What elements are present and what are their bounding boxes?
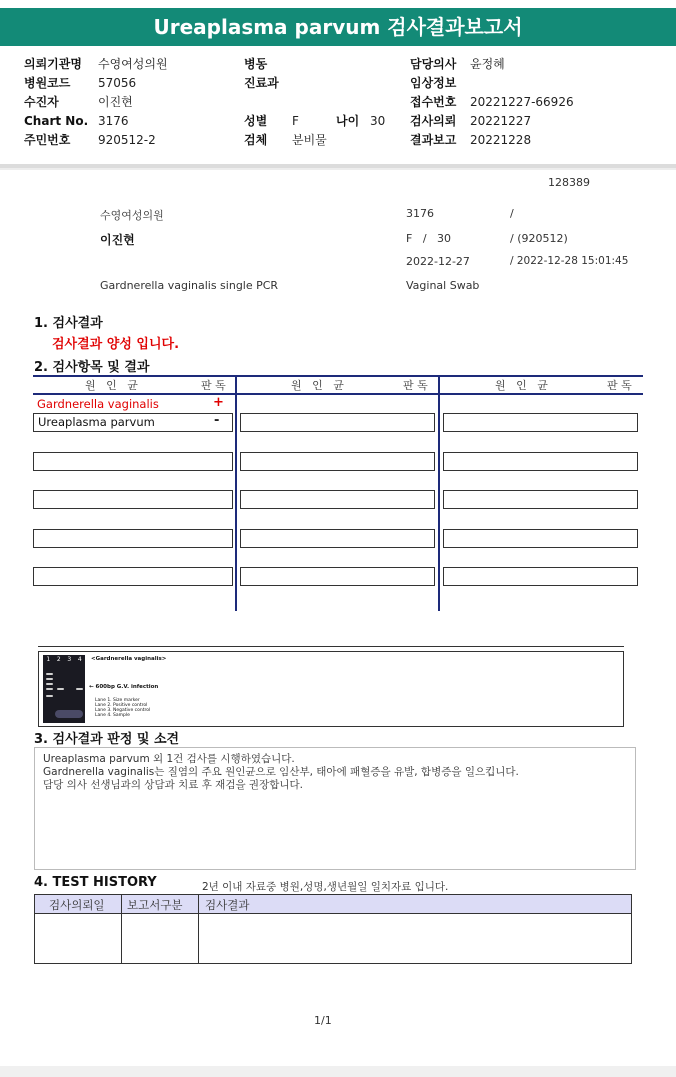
findings-line: 담당 의사 선생님과의 상담과 치료 후 재검을 권장합니다. (43, 779, 303, 791)
findings-box (34, 747, 636, 870)
result-row (33, 452, 233, 471)
result-row (33, 490, 233, 509)
specimen-value: 분비물 (292, 133, 327, 147)
gel-lane-label: 3 (67, 656, 72, 663)
gel-band (46, 688, 53, 690)
result-row (443, 567, 638, 586)
section4-note: 2년 이내 자료중 병원,성명,생년월일 일치자료 입니다. (202, 881, 449, 893)
header-col2 (244, 55, 385, 150)
result-row (240, 490, 435, 509)
result-row (240, 567, 435, 586)
col3-organism-header: 원 인 균 (495, 379, 548, 392)
report-title: Ureaplasma parvum 검사결과보고서 (0, 8, 676, 46)
gel-arrow-label: ← 600bp G.V. infection (89, 684, 159, 690)
grid-col-divider-1 (235, 375, 237, 611)
receipt-no-value: 20221227-66926 (470, 95, 574, 109)
gel-image (43, 655, 85, 723)
gel-band (46, 695, 53, 697)
header-col3 (410, 55, 574, 150)
age-label: 나이 (336, 114, 360, 128)
section1-result: 검사결과 양성 입니다. (52, 337, 180, 352)
result-row-name: Gardnerella vaginalis (37, 397, 159, 411)
gel-title: <Gardnerella vaginalis> (91, 656, 167, 662)
chart-no-label: Chart No. (24, 114, 89, 128)
result-row (240, 452, 435, 471)
gel-legend-item: Lane 3. Negative control (95, 708, 151, 713)
history-header-row (35, 895, 631, 914)
results-grid (33, 375, 643, 611)
clinical-info-label: 임상정보 (410, 76, 457, 90)
summary-patient: 이진현 (100, 233, 135, 247)
summary-clinic: 수영여성의원 (100, 209, 164, 222)
report-date-value: 20221228 (470, 133, 532, 147)
clinic-label: 의뢰기관명 (24, 57, 82, 71)
hospital-code-label: 병원코드 (24, 76, 71, 90)
col1-organism-header: 원 인 균 (85, 379, 138, 392)
section1-title: 1. 검사결과 (34, 316, 103, 331)
result-row (240, 413, 435, 432)
col3-judgement-header: 판 독 (607, 379, 632, 392)
result-row (33, 529, 233, 548)
result-row-mark: + (213, 395, 224, 410)
request-date-label: 검사의뢰 (410, 114, 457, 128)
summary-sex-age: F / 30 (406, 232, 452, 245)
clinic-value: 수영여성의원 (98, 57, 168, 71)
doctor-value: 윤정혜 (470, 57, 505, 71)
resident-no-label: 주민번호 (24, 133, 71, 147)
report-id: 128389 (548, 176, 590, 189)
gel-band (46, 683, 53, 685)
sex-label: 성별 (244, 114, 268, 128)
ward-label: 병동 (244, 57, 268, 71)
result-row (443, 452, 638, 471)
gel-band (76, 688, 83, 690)
result-row (443, 529, 638, 548)
resident-no-value: 920512-2 (98, 133, 156, 147)
gel-lane-label: 4 (77, 656, 82, 663)
grid-col-divider-2 (438, 375, 440, 611)
page-number: 1/1 (314, 1014, 332, 1027)
result-row (443, 490, 638, 509)
section2-title: 2. 검사항목 및 결과 (34, 360, 150, 375)
receipt-no-label: 접수번호 (410, 95, 457, 109)
patient-label: 수진자 (24, 95, 59, 109)
gel-primer-glow (55, 710, 83, 718)
gel-lane-label: 2 (56, 656, 61, 663)
gel-legend (95, 698, 150, 718)
result-row-mark: - (214, 413, 220, 428)
col2-organism-header: 원 인 균 (291, 379, 344, 392)
request-date-value: 20221227 (470, 114, 532, 128)
chart-no-value: 3176 (98, 114, 129, 128)
section3-title: 3. 검사결과 판정 및 소견 (34, 732, 180, 747)
summary-specimen: Vaginal Swab (406, 279, 480, 292)
summary-test-name: Gardnerella vaginalis single PCR (100, 279, 279, 292)
summary-chart: 3176 (406, 207, 434, 220)
doctor-label: 담당의사 (410, 57, 457, 71)
history-col-report-type: 보고서구분 (127, 898, 183, 912)
gel-top-rule (38, 646, 624, 647)
header-divider-shadow (0, 168, 676, 170)
history-col-divider (198, 895, 199, 963)
sex-value: F (292, 114, 299, 128)
gel-lane-label: 1 (46, 656, 51, 663)
summary-birth: / (920512) (510, 232, 568, 245)
report-date-label: 결과보고 (410, 133, 457, 147)
gel-band (46, 673, 53, 675)
gel-legend-item: Lane 4. Sample (95, 713, 130, 718)
summary-receipt-date: 2022-12-27 (406, 255, 470, 268)
hospital-code-value: 57056 (98, 76, 137, 90)
gel-band (46, 678, 53, 680)
summary-slash: / (510, 207, 514, 220)
history-table (34, 894, 632, 964)
gel-lane-labels (43, 656, 85, 663)
col1-judgement-header: 판 독 (201, 379, 226, 392)
header-col1 (24, 55, 168, 150)
gel-legend-item: Lane 2. Positive control (95, 703, 148, 708)
specimen-label: 검체 (244, 133, 268, 147)
findings-line: Ureaplasma parvum 외 1건 검사를 시행하였습니다. (43, 753, 295, 765)
findings-line: Gardnerella vaginalis는 질염의 주요 원인균으로 임산부, 태아에 패혈증을 유발, 합병증을 일으킵니다. (43, 766, 519, 778)
patient-value: 이진현 (98, 95, 133, 109)
department-label: 진료과 (244, 76, 279, 90)
result-row (443, 413, 638, 432)
history-col-divider (121, 895, 122, 963)
summary-report-datetime: / 2022-12-28 15:01:45 (510, 255, 629, 267)
result-row (240, 529, 435, 548)
result-row (33, 567, 233, 586)
grid-header-rule (33, 393, 643, 395)
history-col-result: 검사결과 (205, 898, 250, 912)
age-value: 30 (370, 114, 386, 128)
gel-band (57, 688, 64, 690)
gel-figure (38, 651, 624, 727)
result-row-name: Ureaplasma parvum (38, 415, 155, 429)
gel-legend-item: Lane 1. Size marker (95, 698, 140, 703)
history-col-request-date: 검사의뢰일 (49, 898, 105, 912)
bottom-strip (0, 1066, 676, 1077)
col2-judgement-header: 판 독 (403, 379, 428, 392)
section4-title: 4. TEST HISTORY (34, 875, 157, 890)
